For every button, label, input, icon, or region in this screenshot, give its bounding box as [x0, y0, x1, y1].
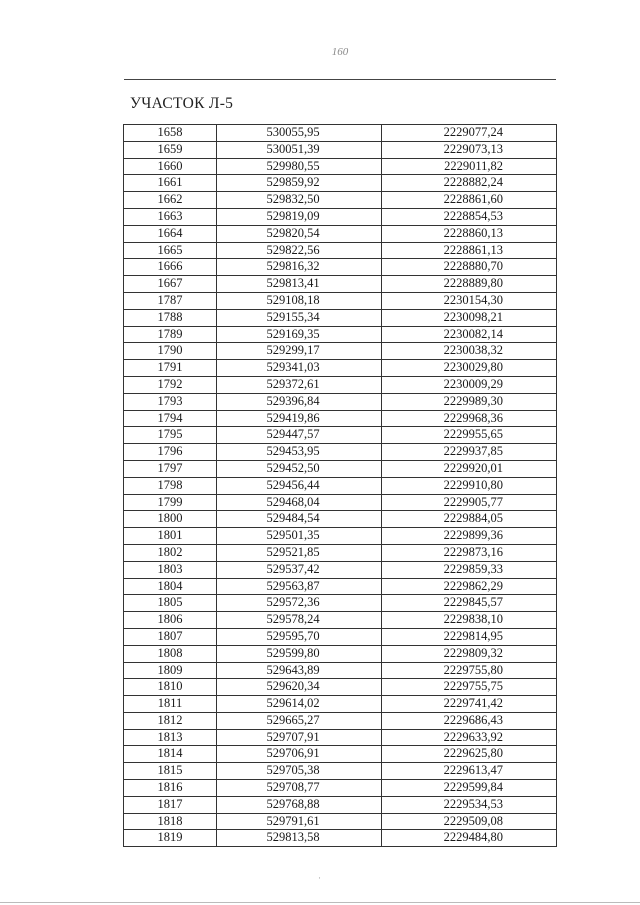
point-number-cell: 1662 — [124, 192, 217, 209]
point-number-cell: 1790 — [124, 343, 217, 360]
point-number-cell: 1809 — [124, 662, 217, 679]
x-coordinate-cell: 529447,57 — [217, 427, 382, 444]
y-coordinate-cell: 2229884,05 — [382, 511, 557, 528]
point-number-cell: 1808 — [124, 645, 217, 662]
coordinates-table-body — [124, 125, 557, 847]
x-coordinate-cell: 529453,95 — [217, 444, 382, 461]
x-coordinate-cell: 529299,17 — [217, 343, 382, 360]
point-number-cell: 1795 — [124, 427, 217, 444]
point-number-cell: 1810 — [124, 679, 217, 696]
point-number-cell: 1805 — [124, 595, 217, 612]
y-coordinate-cell: 2229484,80 — [382, 830, 557, 847]
point-number-cell: 1788 — [124, 309, 217, 326]
table-row — [124, 460, 557, 477]
table-row — [124, 276, 557, 293]
x-coordinate-cell: 529501,35 — [217, 528, 382, 545]
x-coordinate-cell: 529620,34 — [217, 679, 382, 696]
table-row — [124, 544, 557, 561]
y-coordinate-cell: 2229599,84 — [382, 780, 557, 797]
x-coordinate-cell: 529614,02 — [217, 696, 382, 713]
table-row — [124, 528, 557, 545]
y-coordinate-cell: 2229838,10 — [382, 612, 557, 629]
y-coordinate-cell: 2229845,57 — [382, 595, 557, 612]
point-number-cell: 1789 — [124, 326, 217, 343]
x-coordinate-cell: 529768,88 — [217, 796, 382, 813]
x-coordinate-cell: 529341,03 — [217, 360, 382, 377]
table-row — [124, 511, 557, 528]
y-coordinate-cell: 2229755,80 — [382, 662, 557, 679]
point-number-cell: 1804 — [124, 578, 217, 595]
point-number-cell: 1666 — [124, 259, 217, 276]
x-coordinate-cell: 529813,41 — [217, 276, 382, 293]
x-coordinate-cell: 529578,24 — [217, 612, 382, 629]
x-coordinate-cell: 529816,32 — [217, 259, 382, 276]
table-row — [124, 410, 557, 427]
x-coordinate-cell: 529832,50 — [217, 192, 382, 209]
point-number-cell: 1798 — [124, 477, 217, 494]
point-number-cell: 1806 — [124, 612, 217, 629]
y-coordinate-cell: 2229910,80 — [382, 477, 557, 494]
table-row — [124, 326, 557, 343]
x-coordinate-cell: 529563,87 — [217, 578, 382, 595]
x-coordinate-cell: 529419,86 — [217, 410, 382, 427]
point-number-cell: 1799 — [124, 494, 217, 511]
table-row — [124, 578, 557, 595]
y-coordinate-cell: 2228861,13 — [382, 242, 557, 259]
table-row — [124, 175, 557, 192]
point-number-cell: 1665 — [124, 242, 217, 259]
table-row — [124, 192, 557, 209]
point-number-cell: 1664 — [124, 225, 217, 242]
y-coordinate-cell: 2229989,30 — [382, 393, 557, 410]
table-row — [124, 141, 557, 158]
point-number-cell: 1818 — [124, 813, 217, 830]
y-coordinate-cell: 2229862,29 — [382, 578, 557, 595]
y-coordinate-cell: 2229741,42 — [382, 696, 557, 713]
y-coordinate-cell: 2230038,32 — [382, 343, 557, 360]
point-number-cell: 1814 — [124, 746, 217, 763]
y-coordinate-cell: 2228854,53 — [382, 208, 557, 225]
point-number-cell: 1797 — [124, 460, 217, 477]
point-number-cell: 1667 — [124, 276, 217, 293]
y-coordinate-cell: 2229077,24 — [382, 125, 557, 142]
point-number-cell: 1819 — [124, 830, 217, 847]
point-number-cell: 1800 — [124, 511, 217, 528]
x-coordinate-cell: 529665,27 — [217, 712, 382, 729]
x-coordinate-cell: 529822,56 — [217, 242, 382, 259]
x-coordinate-cell: 529791,61 — [217, 813, 382, 830]
table-row — [124, 645, 557, 662]
table-row — [124, 225, 557, 242]
point-number-cell: 1791 — [124, 360, 217, 377]
point-number-cell: 1663 — [124, 208, 217, 225]
coordinates-table — [123, 124, 557, 847]
table-row — [124, 561, 557, 578]
table-row — [124, 729, 557, 746]
table-row — [124, 712, 557, 729]
x-coordinate-cell: 529813,58 — [217, 830, 382, 847]
y-coordinate-cell: 2229625,80 — [382, 746, 557, 763]
table-row — [124, 796, 557, 813]
y-coordinate-cell: 2229755,75 — [382, 679, 557, 696]
point-number-cell: 1793 — [124, 393, 217, 410]
y-coordinate-cell: 2229920,01 — [382, 460, 557, 477]
page-edge-line — [0, 902, 640, 903]
y-coordinate-cell: 2230154,30 — [382, 292, 557, 309]
x-coordinate-cell: 529468,04 — [217, 494, 382, 511]
point-number-cell: 1815 — [124, 763, 217, 780]
table-row — [124, 393, 557, 410]
table-row — [124, 662, 557, 679]
y-coordinate-cell: 2229509,08 — [382, 813, 557, 830]
x-coordinate-cell: 530051,39 — [217, 141, 382, 158]
y-coordinate-cell: 2229859,33 — [382, 561, 557, 578]
table-row — [124, 612, 557, 629]
table-row — [124, 427, 557, 444]
x-coordinate-cell: 529537,42 — [217, 561, 382, 578]
x-coordinate-cell: 529643,89 — [217, 662, 382, 679]
point-number-cell: 1792 — [124, 376, 217, 393]
x-coordinate-cell: 529484,54 — [217, 511, 382, 528]
point-number-cell: 1811 — [124, 696, 217, 713]
y-coordinate-cell: 2229809,32 — [382, 645, 557, 662]
table-row — [124, 292, 557, 309]
point-number-cell: 1660 — [124, 158, 217, 175]
table-row — [124, 242, 557, 259]
table-row — [124, 746, 557, 763]
table-row — [124, 360, 557, 377]
y-coordinate-cell: 2228880,70 — [382, 259, 557, 276]
y-coordinate-cell: 2229686,43 — [382, 712, 557, 729]
table-row — [124, 125, 557, 142]
y-coordinate-cell: 2229955,65 — [382, 427, 557, 444]
table-row — [124, 813, 557, 830]
table-row — [124, 763, 557, 780]
y-coordinate-cell: 2229011,82 — [382, 158, 557, 175]
x-coordinate-cell: 530055,95 — [217, 125, 382, 142]
section-title: УЧАСТОК Л-5 — [130, 95, 234, 112]
x-coordinate-cell: 529705,38 — [217, 763, 382, 780]
x-coordinate-cell: 529372,61 — [217, 376, 382, 393]
table-row — [124, 595, 557, 612]
y-coordinate-cell: 2229633,92 — [382, 729, 557, 746]
table-row — [124, 259, 557, 276]
table-row — [124, 780, 557, 797]
table-row — [124, 309, 557, 326]
table-row — [124, 343, 557, 360]
x-coordinate-cell: 529169,35 — [217, 326, 382, 343]
scan-speck: · — [318, 873, 321, 883]
x-coordinate-cell: 529599,80 — [217, 645, 382, 662]
point-number-cell: 1802 — [124, 544, 217, 561]
x-coordinate-cell: 529572,36 — [217, 595, 382, 612]
x-coordinate-cell: 529396,84 — [217, 393, 382, 410]
table-row — [124, 628, 557, 645]
x-coordinate-cell: 529859,92 — [217, 175, 382, 192]
x-coordinate-cell: 529819,09 — [217, 208, 382, 225]
x-coordinate-cell: 529820,54 — [217, 225, 382, 242]
y-coordinate-cell: 2228860,13 — [382, 225, 557, 242]
x-coordinate-cell: 529452,50 — [217, 460, 382, 477]
y-coordinate-cell: 2230009,29 — [382, 376, 557, 393]
y-coordinate-cell: 2228889,80 — [382, 276, 557, 293]
y-coordinate-cell: 2229873,16 — [382, 544, 557, 561]
point-number-cell: 1803 — [124, 561, 217, 578]
y-coordinate-cell: 2229613,47 — [382, 763, 557, 780]
y-coordinate-cell: 2230098,21 — [382, 309, 557, 326]
x-coordinate-cell: 529706,91 — [217, 746, 382, 763]
header-rule — [124, 79, 556, 80]
point-number-cell: 1794 — [124, 410, 217, 427]
y-coordinate-cell: 2228882,24 — [382, 175, 557, 192]
y-coordinate-cell: 2230029,80 — [382, 360, 557, 377]
point-number-cell: 1801 — [124, 528, 217, 545]
point-number-cell: 1796 — [124, 444, 217, 461]
point-number-cell: 1813 — [124, 729, 217, 746]
y-coordinate-cell: 2229073,13 — [382, 141, 557, 158]
x-coordinate-cell: 529456,44 — [217, 477, 382, 494]
x-coordinate-cell: 529155,34 — [217, 309, 382, 326]
y-coordinate-cell: 2229814,95 — [382, 628, 557, 645]
x-coordinate-cell: 529521,85 — [217, 544, 382, 561]
y-coordinate-cell: 2229968,36 — [382, 410, 557, 427]
point-number-cell: 1816 — [124, 780, 217, 797]
x-coordinate-cell: 529108,18 — [217, 292, 382, 309]
point-number-cell: 1659 — [124, 141, 217, 158]
table-row — [124, 444, 557, 461]
page-number: 160 — [331, 46, 349, 58]
y-coordinate-cell: 2229905,77 — [382, 494, 557, 511]
y-coordinate-cell: 2230082,14 — [382, 326, 557, 343]
point-number-cell: 1812 — [124, 712, 217, 729]
table-row — [124, 208, 557, 225]
point-number-cell: 1658 — [124, 125, 217, 142]
x-coordinate-cell: 529707,91 — [217, 729, 382, 746]
table-row — [124, 158, 557, 175]
table-row — [124, 477, 557, 494]
x-coordinate-cell: 529595,70 — [217, 628, 382, 645]
y-coordinate-cell: 2228861,60 — [382, 192, 557, 209]
table-row — [124, 376, 557, 393]
table-row — [124, 494, 557, 511]
table-row — [124, 679, 557, 696]
y-coordinate-cell: 2229534,53 — [382, 796, 557, 813]
y-coordinate-cell: 2229899,36 — [382, 528, 557, 545]
x-coordinate-cell: 529980,55 — [217, 158, 382, 175]
table-row — [124, 696, 557, 713]
point-number-cell: 1787 — [124, 292, 217, 309]
point-number-cell: 1661 — [124, 175, 217, 192]
x-coordinate-cell: 529708,77 — [217, 780, 382, 797]
table-row — [124, 830, 557, 847]
y-coordinate-cell: 2229937,85 — [382, 444, 557, 461]
point-number-cell: 1817 — [124, 796, 217, 813]
point-number-cell: 1807 — [124, 628, 217, 645]
